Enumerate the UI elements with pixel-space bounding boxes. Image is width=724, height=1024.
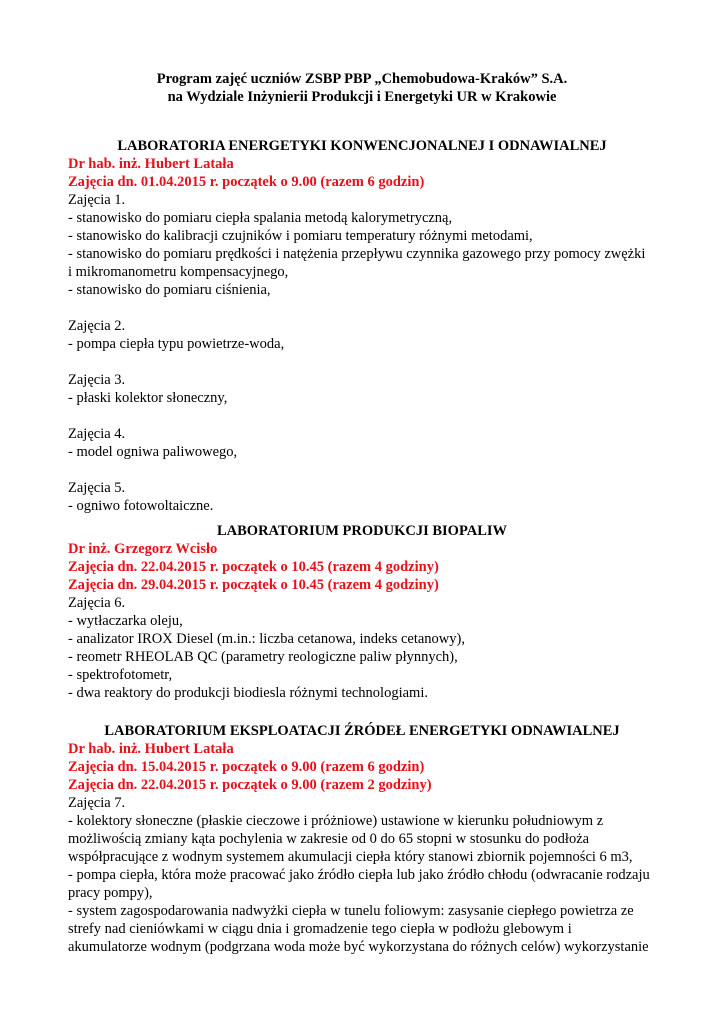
list-item: - analizator IROX Diesel (m.in.: liczba cetanowa, indeks cetanowy), bbox=[68, 631, 465, 647]
list-item: - stanowisko do pomiaru ciśnienia, bbox=[68, 282, 271, 298]
paragraph-line: akumulatorze wodnym (podgrzana woda może być wykorzystana do różnych celów) wykorzystanie bbox=[68, 939, 649, 955]
list-item: - dwa reaktory do produkcji biodiesla różnymi technologiami. bbox=[68, 685, 428, 701]
class-label: Zajęcia 5. bbox=[68, 480, 126, 496]
list-item: - ogniwo fotowoltaiczne. bbox=[68, 498, 214, 514]
list-item: - spektrofotometr, bbox=[68, 667, 173, 683]
paragraph-line: strefy nad cieniówkami w ciągu dnia i gromadzenie tego ciepła w podłożu glebowym i bbox=[68, 921, 572, 937]
section-title: LABORATORIUM EKSPLOATACJI ŹRÓDEŁ ENERGETYKI ODNAWIALNEJ bbox=[104, 723, 620, 739]
section-eksploatacji bbox=[68, 722, 668, 956]
list-item: - wytłaczarka oleju, bbox=[68, 613, 183, 629]
class-label: Zajęcia 1. bbox=[68, 192, 126, 208]
paragraph-line: współpracujące z wodnym systemem akumulacji ciepła który stanowi zbiornik pojemności 6 m3, bbox=[68, 849, 633, 865]
section-energetyki bbox=[68, 137, 668, 515]
list-item: i mikromanometru kompensacyjnego, bbox=[68, 264, 289, 280]
list-item: - pompa ciepła typu powietrze-woda, bbox=[68, 336, 285, 352]
class-date: Zajęcia dn. 01.04.2015 r. początek o 9.00 (razem 6 godzin) bbox=[68, 174, 425, 190]
class-label: Zajęcia 3. bbox=[68, 372, 126, 388]
class-label: Zajęcia 6. bbox=[68, 595, 126, 611]
header-line-2: na Wydziale Inżynierii Produkcji i Energetyki UR w Krakowie bbox=[167, 89, 557, 105]
class-date: Zajęcia dn. 29.04.2015 r. początek o 10.45 (razem 4 godziny) bbox=[68, 577, 439, 593]
list-item: - stanowisko do kalibracji czujników i pomiaru temperatury różnymi metodami, bbox=[68, 228, 533, 244]
class-label: Zajęcia 4. bbox=[68, 426, 126, 442]
list-item: - stanowisko do pomiaru ciepła spalania metodą kalorymetryczną, bbox=[68, 210, 453, 226]
paragraph-line: - pompa ciepła, która może pracować jako źródło ciepła lub jako źródło chłodu (odwracanie rodzaju bbox=[68, 867, 650, 883]
section-title: LABORATORIUM PRODUKCJI BIOPALIW bbox=[216, 523, 508, 539]
document-header bbox=[0, 70, 724, 106]
teacher-name: Dr hab. inż. Hubert Latała bbox=[68, 741, 234, 757]
list-item: - model ogniwa paliwowego, bbox=[68, 444, 238, 460]
paragraph-line: - system zagospodarowania nadwyżki ciepła w tunelu foliowym: zasysanie ciepłego powietrza ze bbox=[68, 903, 634, 919]
paragraph-line: możliwością zmiany kąta pochylenia w zakresie od 0 do 65 stopni w stosunku do podłoża bbox=[68, 831, 590, 847]
section-title: LABORATORIA ENERGETYKI KONWENCJONALNEJ I ODNAWIALNEJ bbox=[117, 138, 607, 154]
class-date: Zajęcia dn. 22.04.2015 r. początek o 10.45 (razem 4 godziny) bbox=[68, 559, 439, 575]
class-date: Zajęcia dn. 22.04.2015 r. początek o 9.00 (razem 2 godziny) bbox=[68, 777, 432, 793]
teacher-name: Dr inż. Grzegorz Wcisło bbox=[68, 541, 218, 557]
paragraph-line: - kolektory słoneczne (płaskie cieczowe i próżniowe) ustawione w kierunku południowym z bbox=[68, 813, 604, 829]
list-item: - stanowisko do pomiaru prędkości i natężenia przepływu czynnika gazowego przy pomocy zwężki bbox=[68, 246, 646, 262]
header-line-1: Program zajęć uczniów ZSBP PBP „Chemobudowa-Kraków” S.A. bbox=[156, 71, 568, 87]
section-biopaliw bbox=[68, 522, 668, 702]
class-date: Zajęcia dn. 15.04.2015 r. początek o 9.00 (razem 6 godzin) bbox=[68, 759, 425, 775]
class-label: Zajęcia 7. bbox=[68, 795, 126, 811]
teacher-name: Dr hab. inż. Hubert Latała bbox=[68, 156, 234, 172]
paragraph-line: pracy pompy), bbox=[68, 885, 153, 901]
class-label: Zajęcia 2. bbox=[68, 318, 126, 334]
list-item: - płaski kolektor słoneczny, bbox=[68, 390, 228, 406]
list-item: - reometr RHEOLAB QC (parametry reologiczne paliw płynnych), bbox=[68, 649, 458, 665]
